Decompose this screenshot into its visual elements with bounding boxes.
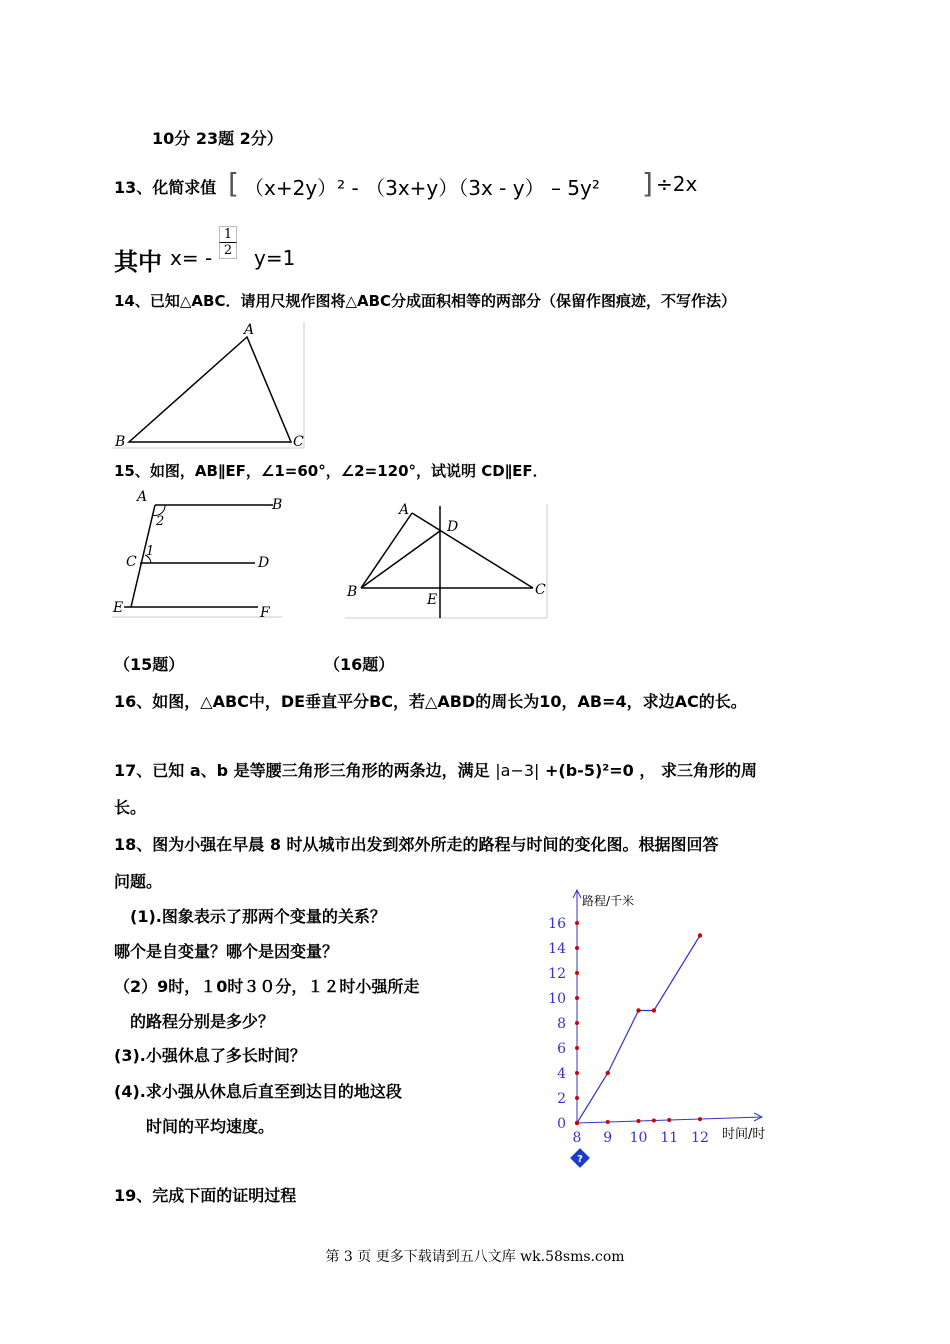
chart-ylabel: 路程/千米: [582, 894, 635, 908]
y-tick-point-4: [575, 1071, 579, 1075]
q17-line1-end: +(b-5)²=0 ， 求三角形的周: [545, 761, 757, 780]
q15-label-a: A: [137, 489, 148, 505]
y-tick-point-16: [575, 921, 579, 925]
y-tick-label-14: 14: [548, 941, 566, 957]
q15-figure: [110, 487, 290, 623]
data-point-0: [575, 1121, 579, 1125]
x-tick-label-12: 12: [691, 1130, 709, 1146]
data-point-1: [606, 1071, 610, 1075]
q16-label-d: D: [447, 519, 459, 535]
distance-line: [577, 936, 700, 1124]
q13-y-value: y=1: [254, 246, 296, 270]
chart-marker: [570, 1148, 590, 1168]
q14-label-c: C: [293, 434, 304, 450]
q19-text: 19、完成下面的证明过程: [114, 1186, 297, 1205]
y-tick-label-12: 12: [548, 966, 566, 982]
q15-text: 15、如图，AB∥EF，∠1=60°，∠2=120°，试说明 CD∥EF．: [114, 462, 548, 480]
q18-part1b: 哪个是自变量？哪个是因变量？: [114, 942, 339, 961]
q16-label-a: A: [399, 502, 410, 518]
data-point-3: [652, 1008, 656, 1012]
q18-part2a: （2）9时，１0时３０分，１２时小强所走: [114, 977, 420, 996]
page-footer: 第 3 页 更多下载请到五八文库 wk.58sms.com: [325, 1249, 625, 1265]
q12-tail: 10分 23题 2分）: [152, 129, 283, 148]
x-axis-point-10.5: [652, 1119, 656, 1123]
q14-triangle: [129, 337, 291, 442]
q13-divide: ÷2x: [656, 172, 698, 196]
x-tick-label-10: 10: [629, 1130, 648, 1146]
y-tick-label-4: 4: [557, 1066, 566, 1082]
y-tick-label-10: 10: [548, 991, 566, 1007]
q13-where: 其中: [114, 248, 162, 276]
q17-abs-value: |a−3|: [495, 761, 540, 780]
q16-label-e: E: [427, 592, 438, 608]
q13-fraction: [219, 226, 237, 259]
q13-bracket-open: [: [228, 167, 239, 200]
q17-line1: [114, 758, 757, 781]
x-axis-point-9: [606, 1120, 610, 1124]
q16-label-c: C: [535, 582, 546, 598]
y-tick-point-10: [575, 996, 579, 1000]
y-tick-point-6: [575, 1046, 579, 1050]
y-tick-point-14: [575, 946, 579, 950]
chart-xlabel: 时间/时: [722, 1127, 766, 1142]
x-tick-label-8: 8: [572, 1130, 582, 1146]
q15-label-d: D: [258, 555, 270, 571]
q16-text: 16、如图，△ABC中，DE垂直平分BC，若△ABD的周长为10，AB=4，求边AC的长。: [114, 692, 747, 711]
x-tick-label-11: 11: [660, 1130, 679, 1146]
q18-line2: 问题。: [114, 872, 163, 891]
data-point-2: [636, 1008, 640, 1012]
y-tick-label-16: 16: [548, 916, 566, 932]
x-axis-point-10: [637, 1119, 641, 1123]
q15-angle-1: 1: [146, 544, 155, 559]
q16-figure: [343, 498, 553, 620]
q14-label-b: B: [115, 434, 126, 450]
q18-part4a: (4).求小强从休息后直至到达目的地这段: [114, 1082, 402, 1101]
q13-fraction-denominator: 2: [219, 243, 237, 259]
q18-part1a: (1).图象表示了那两个变量的关系？: [130, 907, 386, 926]
x-axis-point-12: [698, 1117, 702, 1121]
chart-marker-text: ?: [577, 1154, 583, 1165]
q17-line1-start: 17、已知 a、b 是等腰三角形三角形的两条边，满足: [114, 761, 490, 780]
distance-time-chart: [540, 880, 790, 1180]
y-tick-point-2: [575, 1096, 579, 1100]
q15-label-e: E: [113, 600, 124, 616]
q13-x-value: x= -: [170, 246, 213, 270]
caption-15: （15题）: [114, 655, 185, 674]
q18-part4b: 时间的平均速度。: [146, 1117, 275, 1136]
y-tick-label-0: 0: [557, 1116, 566, 1132]
q18-part3: (3).小强休息了多长时间？: [114, 1046, 306, 1065]
x-tick-label-9: 9: [603, 1130, 613, 1146]
q15-angle-2: 2: [156, 514, 165, 529]
y-tick-point-12: [575, 971, 579, 975]
q14-label-a: A: [244, 322, 255, 338]
q17-line2: 长。: [114, 798, 147, 817]
data-point-4: [698, 933, 702, 937]
caption-16: （16题）: [324, 655, 395, 674]
q14-text: 14、已知△ABC．请用尺规作图将△ABC分成面积相等的两部分（保留作图痕迹，不写作法）: [114, 292, 737, 310]
q13-fraction-numerator: 1: [219, 226, 237, 243]
q15-label-c: C: [126, 554, 137, 570]
q18-part2b: 的路程分别是多少？: [130, 1012, 275, 1031]
y-tick-label-8: 8: [557, 1016, 566, 1032]
q14-triangle-figure: [110, 318, 310, 450]
y-tick-point-8: [575, 1021, 579, 1025]
q15-label-b: B: [272, 497, 283, 513]
x-axis-point-11: [667, 1118, 671, 1122]
y-tick-label-6: 6: [557, 1041, 566, 1057]
q15-label-f: F: [260, 605, 270, 621]
q13-label: 13、化简求值: [114, 178, 217, 197]
y-tick-label-2: 2: [557, 1091, 566, 1107]
q13-bracket-close: ]: [642, 167, 653, 200]
q16-label-b: B: [347, 584, 358, 600]
q18-line1: 18、图为小强在早晨 8 时从城市出发到郊外所走的路程与时间的变化图。根据图回答: [114, 835, 719, 854]
q13-expression: （x+2y）² - （3x+y）（3x - y） – 5y²: [244, 176, 600, 200]
